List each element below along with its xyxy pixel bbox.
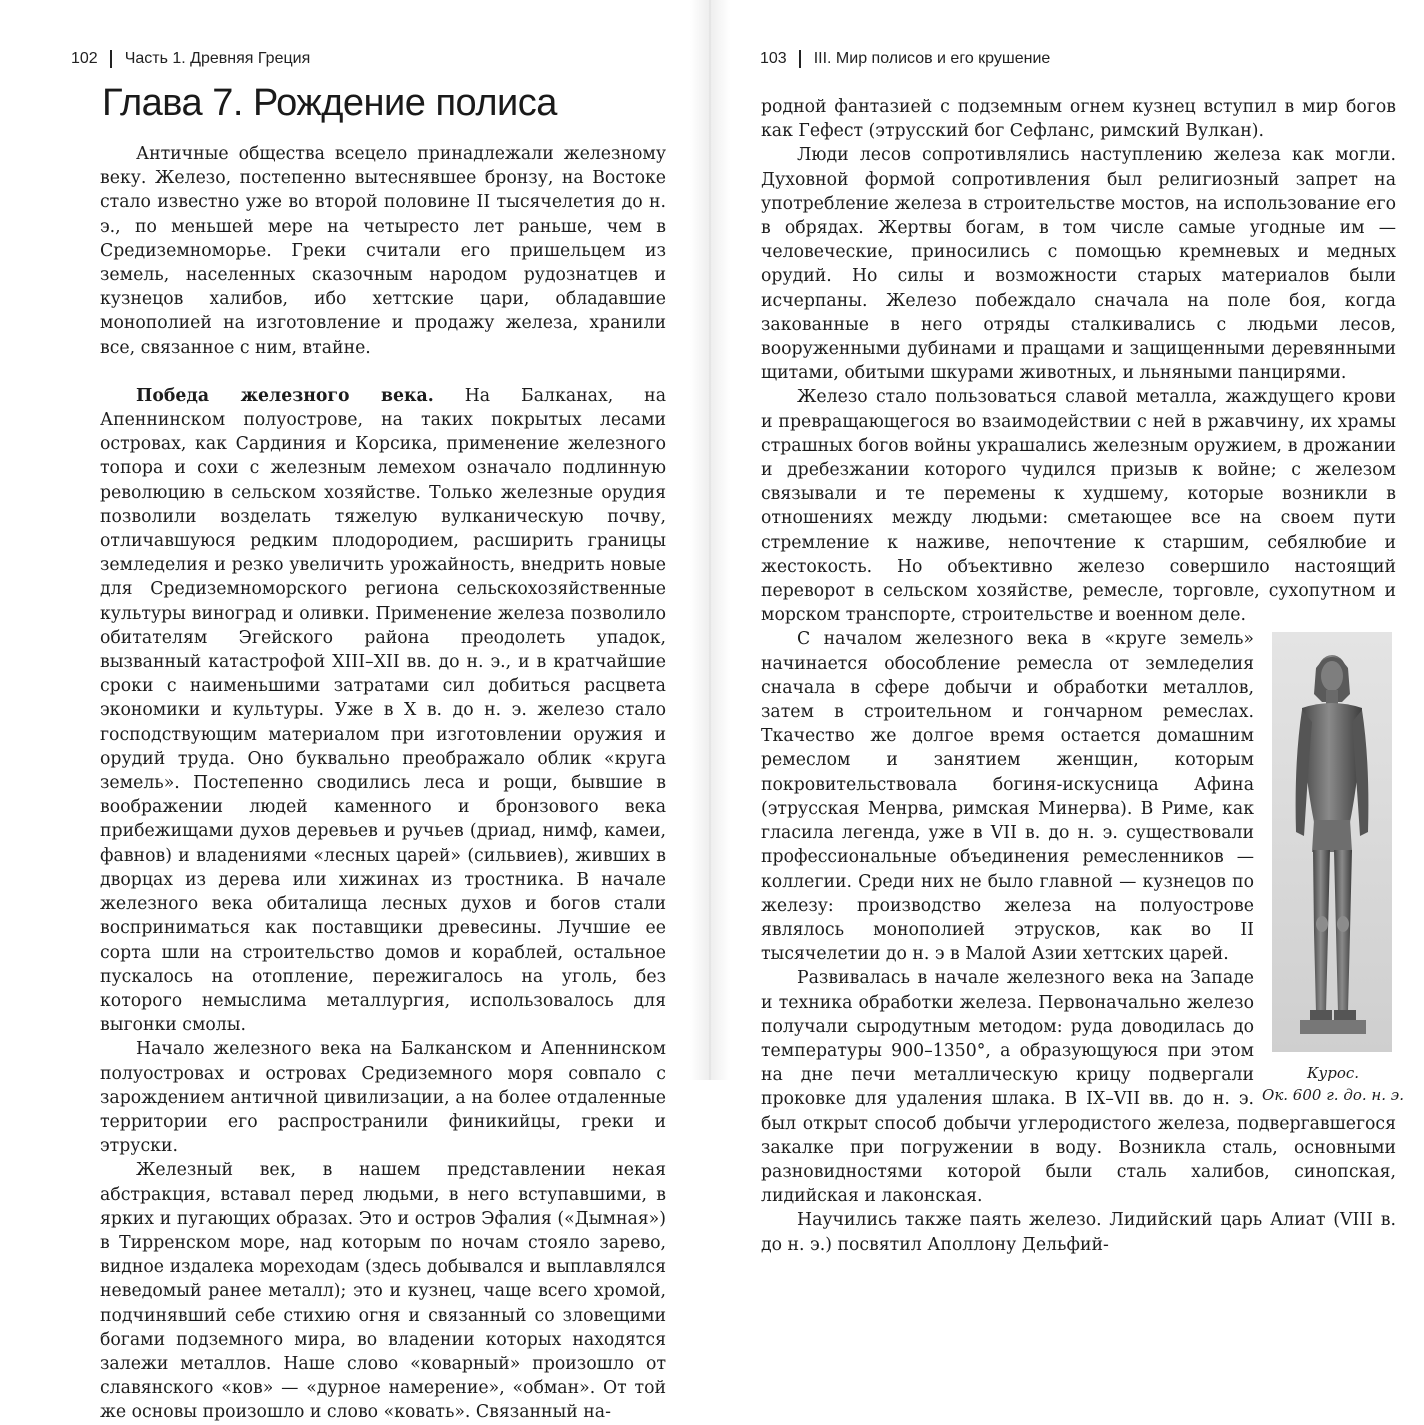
figure-caption-date: Ок. 600 г. до. н. э. <box>1262 1086 1404 1105</box>
running-head-right-text: III. Мир полисов и его крушение <box>813 50 1051 67</box>
running-head-right <box>760 50 1050 68</box>
section-heading: Победа железного века. <box>136 385 434 406</box>
right-page <box>716 0 1424 1255</box>
continuation-paragraph: родной фантазией с подземным огнем кузнец вступил в мир богов как Гефест (этрусский бог Сефланс, римский Вулкан). <box>761 97 1396 142</box>
section-paragraph <box>100 384 666 1037</box>
right-paragraph-3: Железо стало пользоваться славой металла, жаждущего крови и превращающегося во взаимодействии с ней в ржавчину, их храмы страшных богов войны украшались железным оружием, в дрожании и дребезжании которого чудился призыв к войне; с железом связывали и те перемены к худшему, которые возникли в отношениях между людьми: сметающее все на своем пути стремление к наживе, непочтение к старшим, себялюбие и жестокость. Но объективно железо совершило настоящий переворот в сельском хозяйстве, ремесле, торговле, сухопутном и морском транспорте, строительстве и военном деле. <box>761 387 1396 626</box>
running-head-left-text: Часть 1. Древняя Греция <box>124 50 311 67</box>
right-text-column <box>761 95 1404 1257</box>
left-page <box>0 0 700 1423</box>
intro-paragraph: Античные общества всецело принадлежали железному веку. Железо, постепенно вытеснявшее бронзу, на Востоке стало известно уже во второй половине II тысячелетия до н. э., по меньшей мере на четыресто лет раньше, чем в Средиземноморье. Греки считали его пришельцем из земель, населенных сказочным народом рудознатцев и кузнецов халибов, ибо хеттские цари, обладавшие монополией на изготовление и продажу железа, хранили все, связанное с ним, втайне. <box>100 144 666 358</box>
figure-caption <box>1258 1062 1408 1106</box>
kouros-figure <box>1262 632 1404 1106</box>
running-head-separator <box>799 50 801 68</box>
page-number-left: 102 <box>71 50 98 67</box>
right-paragraph-6: Научились также паять железо. Лидийский царь Алиат (VIII в. до н. э.) посвятил Аполлону Дельфий- <box>761 1210 1396 1255</box>
right-paragraph-5: Развивалась в начале железного века на Западе и техника обработки железа. Первоначально железо получали сыродутным методом: руда доводилась до температуры 900–1350°, а образующуюся при этом на дне печи металлическую крицу подвергали проковке для удаления шлака. В IX–VII вв. до н. э. был открыт способ добычи углеродистого железа, подвергавшегося закалке при погружении в воду. Возникла сталь, основными разновидностями которой были сталь халибов, синопская, лидийская и лаконская. <box>761 968 1396 1207</box>
left-text-column <box>100 142 666 1425</box>
right-paragraph-2: Люди лесов сопротивлялись наступлению железа как могли. Духовной формой сопротивления был религиозный запрет на употребление железа в строительстве мостов, на использование его в обрядах. Жертвы богам, в том числе самые угодные им — человеческие, приносились с помощью кремневых и медных орудий. Но силы и возможности старых материалов были исчерпаны. Железо побеждало сначала на поле боя, когда закованные в него отряды сталкивались с людьми лесов, вооруженными дубинами и пращами и защищенными деревянными щитами, обитыми шкурами животных, и льняными панцирями. <box>761 145 1396 384</box>
kouros-statue-image <box>1272 632 1392 1052</box>
running-head-separator <box>110 50 112 68</box>
running-head-left <box>71 50 310 68</box>
left-paragraph-3: Начало железного века на Балканском и Апеннинском полуостровах и островах Средиземного моря совпало с зарождением античной цивилизации, а на более отдаленные территории его распространили финикийцы, греки и этруски. <box>100 1039 666 1157</box>
right-paragraph-4: С началом железного века в «круге земель» начинается обособление ремесла от земледелия сначала в сфере добычи и обработки металлов, затем в строительном и гончарном ремеслах. Ткачество же долгое время остается домашним ремеслом и занятием женщин, которым покровительствовала богиня-искусница Афина (этрусская Менрва, римская Минерва). В Риме, как гласила легенда, уже в VII в. до н. э. существовали профессиональные объединения ремесленников — коллегии. Среди них не было главной — кузнецов по железу: производство железа на полуострове являлось монополией этрусков, как во II тысячелетии до н. э в Малой Азии хеттских царей. <box>761 629 1254 965</box>
left-paragraph-4: Железный век, в нашем представлении некая абстракция, вставал перед людьми, в него вступавшими, в ярких и пугающих образах. Это и остров Эфалия («Дымная») в Тирренском море, над которым по ночам стояло зарево, видное издалека мореходам (здесь добывался и выплавлялся неведомый ранее металл); это и кузнец, чаще всего хромой, подчинявший себе стихию огня и связанный со зловещими богами подземного мира, во владении которых находятся залежи металлов. Наше слово «коварный» произошло от славянского «ков» — «дурное намерение», «обман». От той же основы произошло и слово «ковать». Связанный на- <box>100 1160 666 1423</box>
page-number-right: 103 <box>760 50 787 67</box>
section-paragraph-text: На Балканах, на Апеннинском полуострове, на таких покрытых лесами островах, как Сардиния и Корсика, применение железного топора и сохи с железным лемехом означало подлинную революцию в сельском хозяйстве. Только железные орудия позволили возделать тяжелую вулканическую почву, отличавшуюся редким плодородием, расширить границы земледелия и резко увеличить урожайность, внедрить новые для Средиземноморского региона сельскохозяйственные культуры виноград и оливки. Применение железа позволило обитателям Эгейского района преодолеть упадок, вызванный катастрофой XIII–XII вв. до н. э., и в кратчайшие сроки с наименьшими затратами сил добиться расцвета экономики и культуры. Уже в X в. до н. э. железо стало господствующим материалом при изготовлении оружия и орудий труда. Оно буквально преображало облик «круга земель». Постепенно сводились леса и рощи, бывшие в воображении людей каменного и бронзового века прибежищами духов деревьев и ручьев (дриад, нимф, камеи, фавнов) и владениями «лесных царей» (сильвиев), живших в дворцах из дерева или хижинах из тростника. В начале железного века обиталища лесных духов и богов стали восприниматься как поставщики древесины. Лучшие ее сорта шли на строительство домов и кораблей, остальное пускалось на отопление, пережигалось на уголь, без которого немыслима металлургия, использовалось для выгонки смолы. <box>100 385 666 1036</box>
chapter-title: Глава 7. Рождение полиса <box>102 82 557 124</box>
kouros-photo <box>1272 632 1392 1052</box>
figure-caption-title: Курос. <box>1306 1064 1360 1083</box>
